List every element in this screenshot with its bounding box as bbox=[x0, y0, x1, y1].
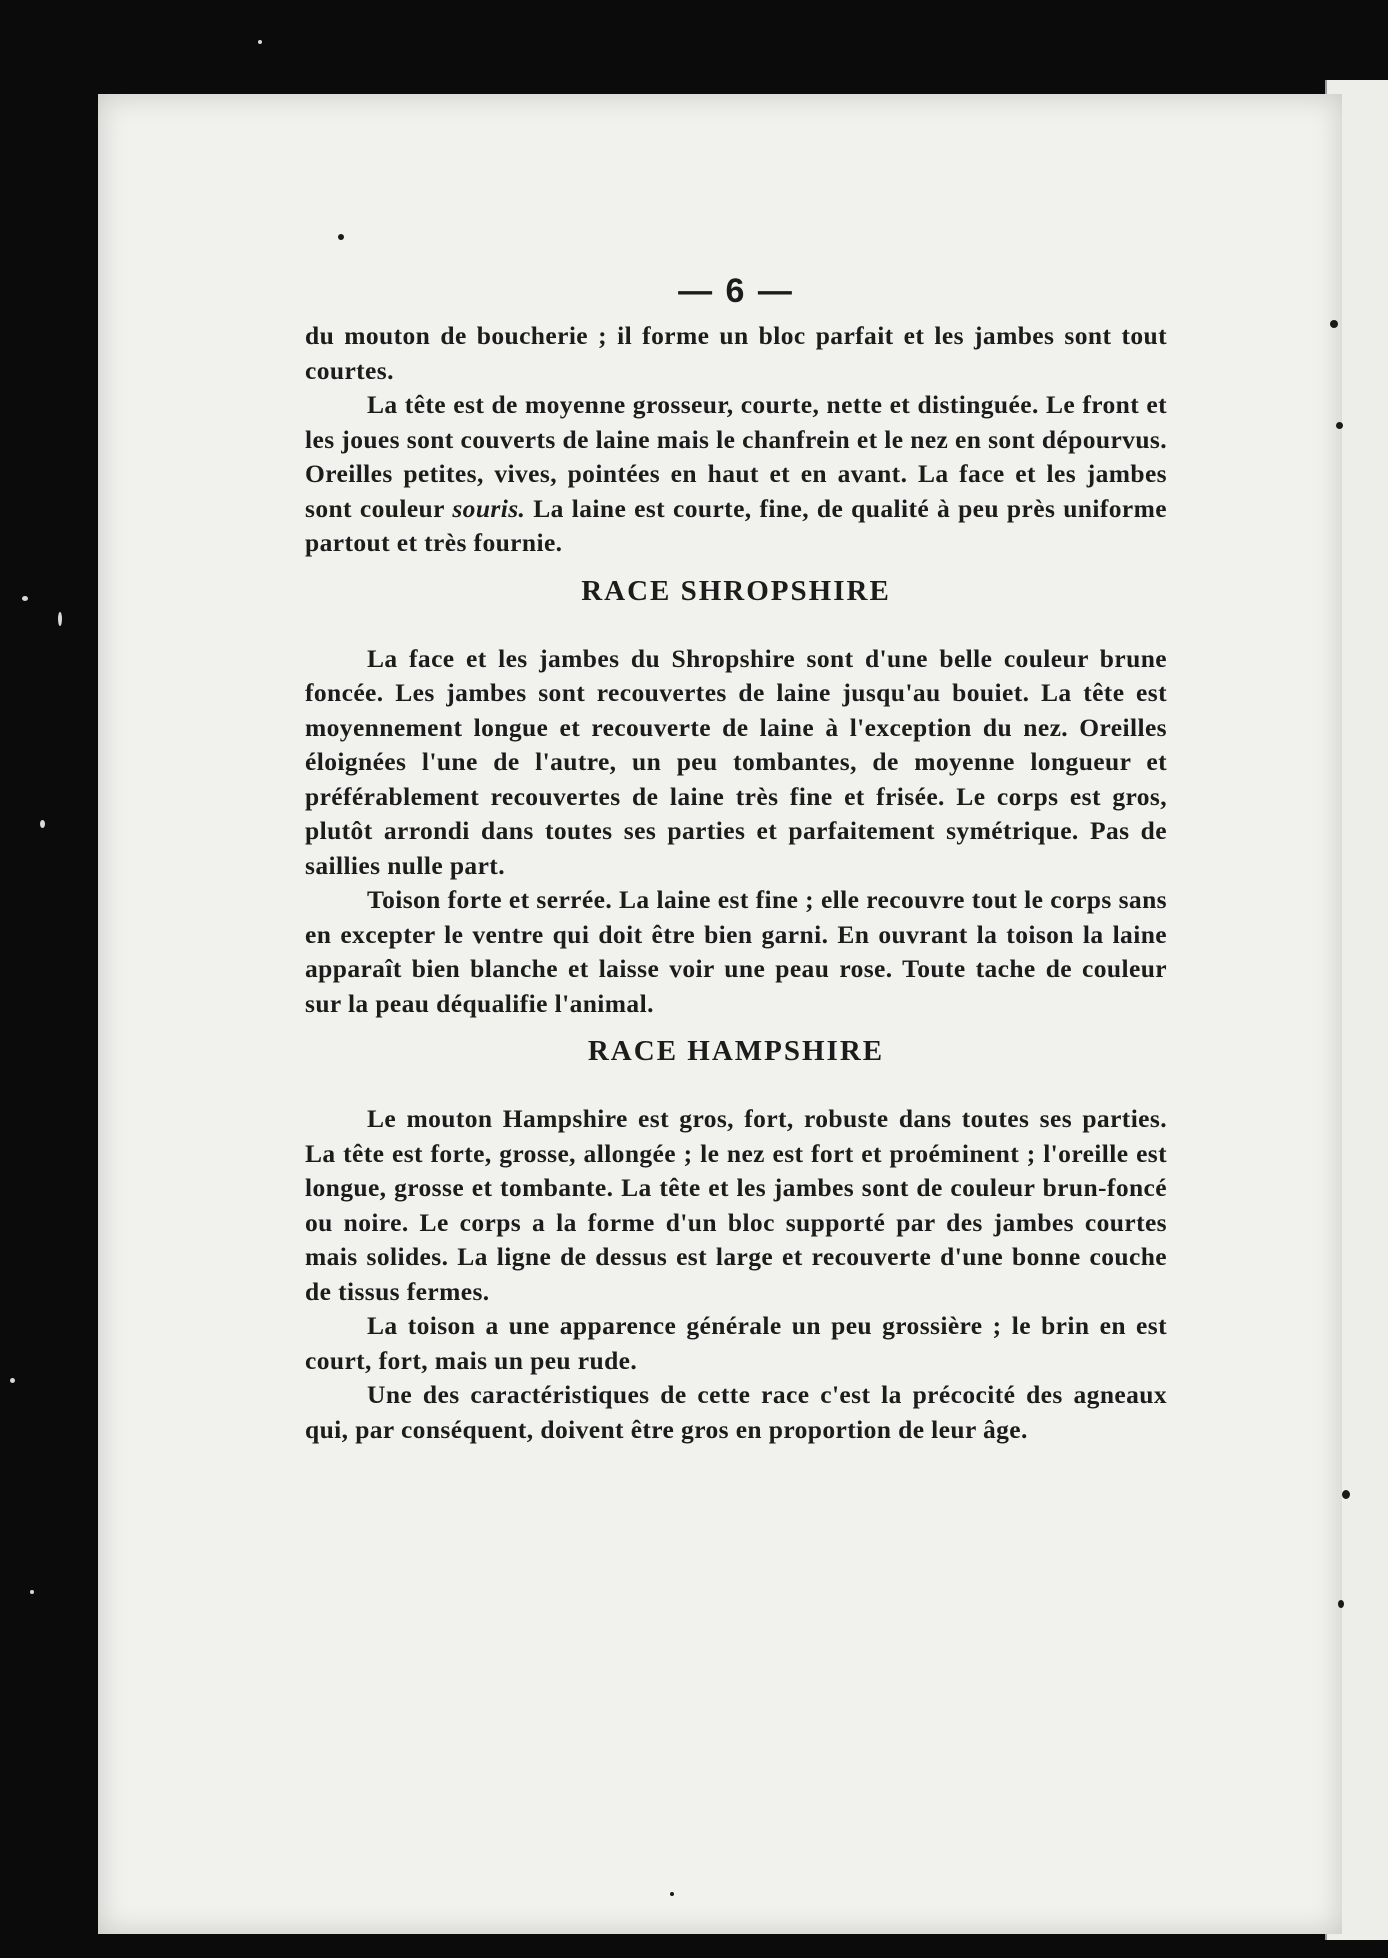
page-mark-dot bbox=[1338, 1600, 1344, 1608]
scan-speck bbox=[10, 1378, 15, 1383]
paragraph: Toison forte et serrée. La laine est fine ; elle recouvre tout le corps sans en excepter le ventre qui doit être bien garni. En ouvrant la toison la laine apparaît bien blanche et laisse voir une peau rose. Toute tache de couleur sur la peau déqualifie l'animal. bbox=[305, 885, 1167, 1018]
page-mark-dot bbox=[338, 234, 344, 240]
paragraph: Le mouton Hampshire est gros, fort, robuste dans toutes ses parties. La tête est forte, grosse, allongée ; le nez est fort et proéminent ; l'oreille est longue, grosse et tombante. La tête et les jambes sont de couleur brun-foncé ou noire. Le corps a la forme d'un bloc supporté par des jambes courtes mais solides. La ligne de dessus est large et recouverte d'une bonne couche de tissus fermes. bbox=[305, 1104, 1167, 1306]
paragraph: du mouton de boucherie ; il forme un bloc parfait et les jambes sont tout courtes. bbox=[305, 321, 1167, 385]
section-heading-hampshire: RACE HAMPSHIRE bbox=[587, 1035, 885, 1067]
page-mark-dot bbox=[1342, 1490, 1350, 1499]
page-mark-dot bbox=[1336, 422, 1343, 429]
emphasis-text: souris. bbox=[452, 493, 526, 523]
scan-speck bbox=[258, 40, 262, 44]
scan-speck bbox=[58, 612, 62, 626]
scan-speck bbox=[22, 596, 28, 601]
section-heading-shropshire: RACE SHROPSHIRE bbox=[581, 574, 891, 607]
page-number: — 6 — bbox=[678, 272, 794, 310]
paragraph: La face et les jambes du Shropshire sont d'une belle couleur brune foncée. Les jambes sont recouvertes de laine jusqu'au bouiet. La tête est moyennement longue et recouverte de laine à l'exception du nez. Oreilles éloignées l'une de l'autre, un peu tombantes, de moyenne longueur et préférablement recouvertes de laine très fine et frisée. Le corps est gros, plutôt arrondi dans toutes ses parties et parfaitement symétrique. Pas de saillies nulle part. bbox=[305, 643, 1167, 880]
page-mark-dot bbox=[670, 1892, 674, 1896]
paragraph: La toison a une apparence générale un peu grossière ; le brin en est court, fort, mais un peu rude. bbox=[305, 1311, 1167, 1375]
page-mark-dot bbox=[1330, 320, 1338, 328]
paragraph: Une des caractéristiques de cette race c'est la précocité des agneaux qui, par conséquent, doivent être gros en proportion de leur âge. bbox=[305, 1380, 1167, 1444]
paragraph bbox=[305, 388, 1167, 561]
paragraph-text: La tête est de moyenne grosseur, courte, nette et distinguée. Le front et les joues sont couverts de laine mais le chanfrein et le nez en sont dépourvus. Oreilles petites, vives, pointées en haut et en avant. La face et les jambes sont couleur bbox=[305, 390, 1167, 523]
scan-speck bbox=[40, 820, 45, 828]
page-content bbox=[305, 272, 1167, 1447]
paragraph-text: La laine est courte, fine, de qualité à peu près uniforme partout et très fournie. bbox=[305, 493, 1167, 557]
scan-speck bbox=[30, 1590, 34, 1594]
